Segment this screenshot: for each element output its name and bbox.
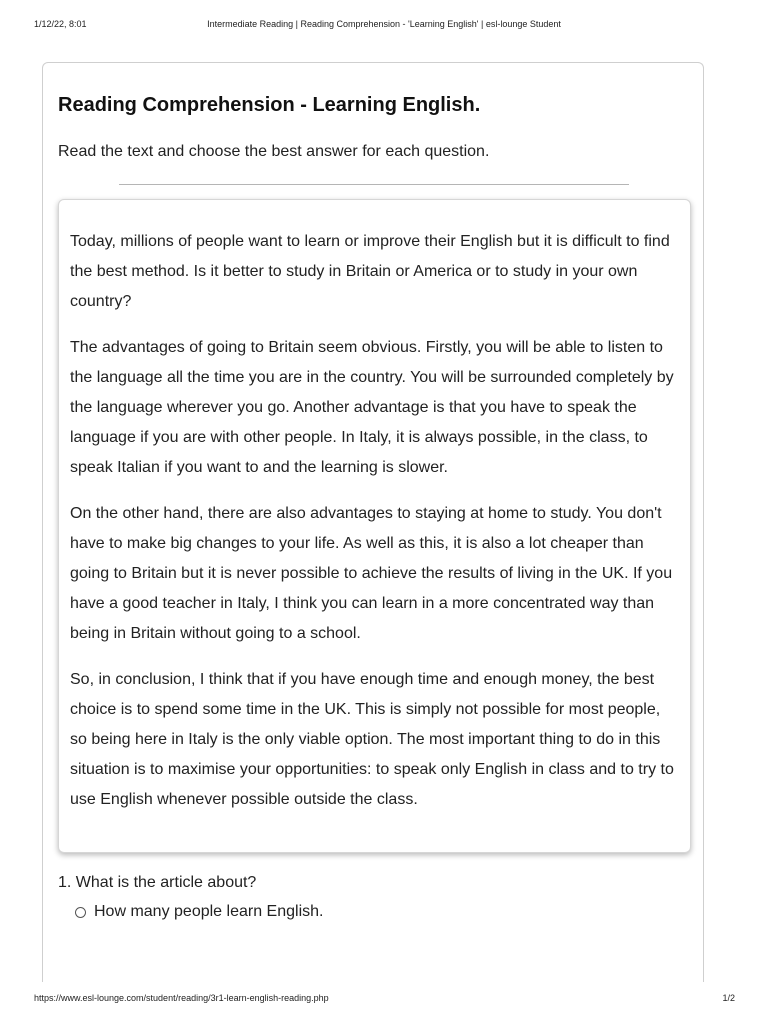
radio-button[interactable] xyxy=(75,907,86,918)
exercise-card xyxy=(42,62,704,982)
reading-passage xyxy=(58,199,691,853)
print-date: 1/12/22, 8:01 xyxy=(34,19,87,29)
print-header xyxy=(0,19,768,33)
option-label: How many people learn English. xyxy=(94,903,324,920)
page-title: Reading Comprehension - Learning English. xyxy=(58,94,481,116)
print-page-title: Intermediate Reading | Reading Comprehension - 'Learning English' | esl-lounge Student xyxy=(207,19,561,29)
print-page-number: 1/2 xyxy=(722,993,735,1003)
divider xyxy=(119,184,629,185)
print-footer xyxy=(0,993,768,1007)
passage-paragraph: The advantages of going to Britain seem obvious. Firstly, you will be able to listen to the language all the time you are in the country. You will be surrounded completely by the language wherever you go. Another advantage is that you have to speak the language if you are with other people. In Italy, it is always possible, in the class, to speak Italian if you want to and the learning is slower. xyxy=(70,339,674,476)
passage-paragraph: So, in conclusion, I think that if you have enough time and enough money, the best choice is to spend some time in the UK. This is simply not possible for most people, so being here in Italy is the only viable option. The most important thing to do in this situation is to maximise your opportunities: to speak only English in class and to try to use English whenever possible outside the class. xyxy=(70,671,674,808)
instructions-text: Read the text and choose the best answer for each question. xyxy=(58,143,490,160)
print-url: https://www.esl-lounge.com/student/reading/3r1-learn-english-reading.php xyxy=(34,993,329,1003)
question-1-label: 1. What is the article about? xyxy=(58,874,257,891)
question-1-option-1[interactable] xyxy=(75,903,323,921)
passage-paragraph: Today, millions of people want to learn or improve their English but it is difficult to find the best method. Is it better to study in Britain or America or to study in your own country? xyxy=(70,233,670,310)
passage-paragraph: On the other hand, there are also advantages to staying at home to study. You don't have to make big changes to your life. As well as this, it is also a lot cheaper than going to Britain but it is never possible to achieve the results of living in the UK. If you have a good teacher in Italy, I think you can learn in a more concentrated way than being in Britain without going to a school. xyxy=(70,505,673,642)
